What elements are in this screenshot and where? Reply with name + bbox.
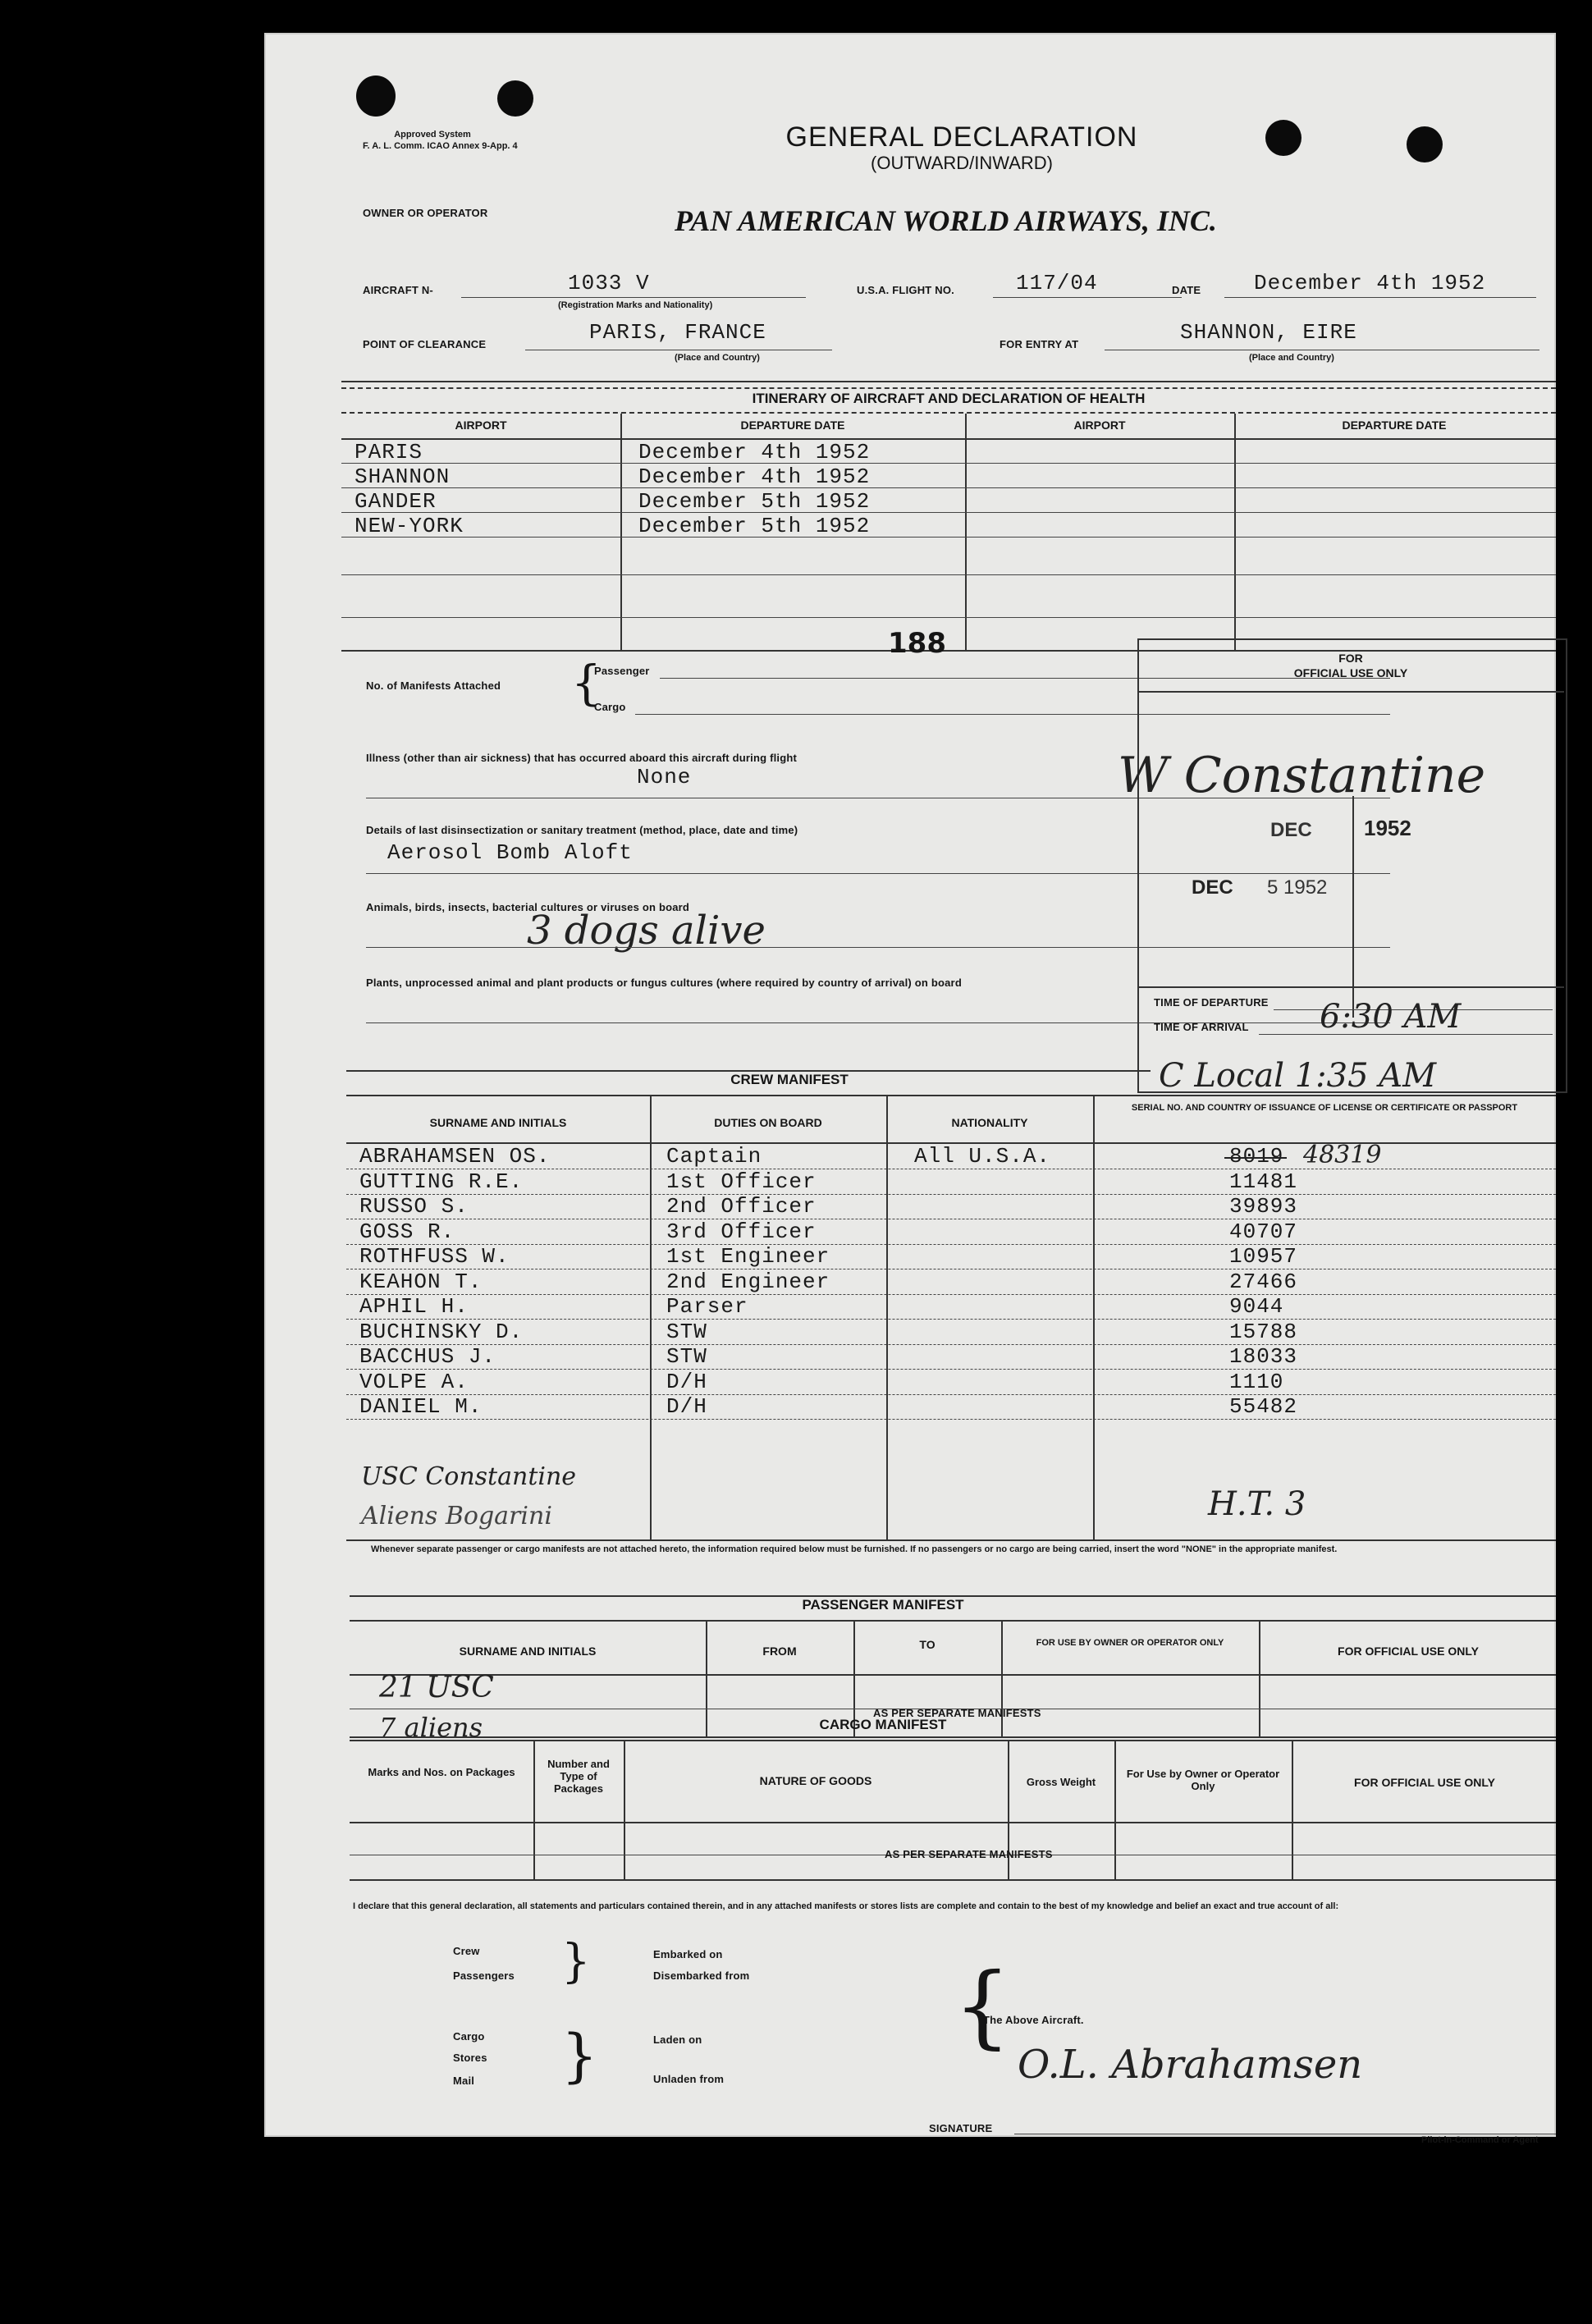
decl-crew: Crew — [453, 1945, 480, 1957]
entry-caption: (Place and Country) — [1249, 353, 1334, 363]
notice-text: Whenever separate passenger or cargo manifests are not attached hereto, the information required below must be furnished. If no passengers or no cargo are being carried, insert the word "NONE" in the appropriate manifest. — [371, 1544, 1338, 1554]
date-label: DATE — [1172, 284, 1201, 296]
disinsect-value: Aerosol Bomb Aloft — [387, 840, 633, 865]
cargo-header-marks: Marks and Nos. on Packages — [368, 1766, 515, 1778]
decl-passengers: Passengers — [453, 1969, 515, 1982]
crew-name: APHIL H. — [359, 1294, 469, 1319]
decl-signature: O.L. Abrahamsen — [1018, 2042, 1363, 2088]
crew-serial: 10957 — [1229, 1244, 1298, 1269]
brace: { — [571, 655, 602, 711]
crew-duty: 2nd Officer — [666, 1194, 817, 1219]
disinsect-label: Details of last disinsectization or sanitary treatment (method, place, date and time) — [366, 824, 798, 836]
itinerary-airport-2: SHANNON — [355, 464, 451, 489]
entry-label: FOR ENTRY AT — [1000, 338, 1079, 350]
crew-serial: 1110 — [1229, 1369, 1284, 1394]
itinerary-date-1: December 4th 1952 — [638, 440, 871, 464]
crew-duty: STW — [666, 1344, 707, 1369]
stamp-month: DEC — [1270, 819, 1312, 841]
punch-hole — [497, 80, 533, 117]
page-title: GENERAL DECLARATION — [785, 121, 1138, 153]
crew-hand-note-3: H.T. 3 — [1208, 1485, 1306, 1523]
itinerary-header-date: DEPARTURE DATE — [740, 419, 845, 432]
arrival-label: TIME OF ARRIVAL — [1154, 1021, 1249, 1033]
passenger-hand-1: 21 USC — [379, 1671, 494, 1704]
manifests-label: No. of Manifests Attached — [366, 679, 501, 692]
passenger-per-separate: AS PER SEPARATE MANIFESTS — [873, 1707, 1041, 1719]
crew-nationality: All U.S.A. — [914, 1144, 1051, 1169]
animals-label: Animals, birds, insects, bacterial cultures or viruses on board — [366, 901, 690, 913]
crew-name: GUTTING R.E. — [359, 1169, 524, 1194]
clearance-value: PARIS, FRANCE — [589, 320, 766, 345]
clearance-label: POINT OF CLEARANCE — [363, 338, 487, 350]
arrival-value: 6:30 AM — [1320, 998, 1462, 1036]
itinerary-airport-1: PARIS — [355, 440, 423, 464]
departure-label: TIME OF DEPARTURE — [1154, 996, 1269, 1009]
decl-mail: Mail — [453, 2075, 475, 2087]
stamp2-month: DEC — [1192, 876, 1233, 899]
itinerary-airport-4: NEW-YORK — [355, 514, 464, 538]
crew-hand-note-2: Aliens Bogarini — [361, 1502, 552, 1530]
plants-label: Plants, unprocessed animal and plant products or fungus cultures (where required by country of arrival) on board — [366, 977, 962, 989]
itinerary-airport-3: GANDER — [355, 489, 437, 514]
page-subtitle: (OUTWARD/INWARD) — [871, 153, 1053, 173]
crew-duty: Captain — [666, 1144, 762, 1169]
crew-name: GOSS R. — [359, 1219, 455, 1244]
crew-header-name: SURNAME AND INITIALS — [429, 1116, 567, 1129]
decl-unladen: Unladen from — [653, 2073, 725, 2085]
crew-name: ABRAHAMSEN OS. — [359, 1144, 551, 1169]
passenger-header-official: FOR OFFICIAL USE ONLY — [1338, 1645, 1479, 1658]
aircraft-value: 1033 V — [568, 271, 650, 295]
cargo-header-nature: NATURE OF GOODS — [759, 1774, 872, 1787]
itinerary-header-date-2: DEPARTURE DATE — [1342, 419, 1447, 432]
crew-duty: 2nd Engineer — [666, 1269, 830, 1294]
stamp2-date: 5 1952 — [1267, 876, 1328, 899]
decl-cargo: Cargo — [453, 2030, 485, 2043]
cargo-per-separate: AS PER SEPARATE MANIFESTS — [885, 1848, 1053, 1860]
decl-laden: Laden on — [653, 2034, 702, 2046]
punch-hole — [1407, 126, 1443, 162]
official-signature: W Constantine — [1118, 747, 1486, 804]
owner-label: OWNER OR OPERATOR — [363, 207, 488, 219]
official-title-2: OFFICIAL USE ONLY — [1293, 666, 1408, 679]
manifest-count: 188 — [888, 627, 946, 660]
crew-name: VOLPE A. — [359, 1369, 469, 1394]
crew-name: KEAHON T. — [359, 1269, 483, 1294]
decl-above-aircraft: The Above Aircraft. — [983, 2014, 1084, 2026]
crew-name: ROTHFUSS W. — [359, 1244, 510, 1269]
cargo-header-weight: Gross Weight — [1026, 1776, 1096, 1788]
crew-serial: 11481 — [1229, 1169, 1298, 1194]
crew-serial: 40707 — [1229, 1219, 1298, 1244]
passenger-label: Passenger — [594, 665, 650, 677]
registration-caption: (Registration Marks and Nationality) — [558, 300, 713, 310]
decl-embarked: Embarked on — [653, 1948, 723, 1960]
animals-value: 3 dogs alive — [527, 908, 766, 954]
crew-header-nationality: NATIONALITY — [951, 1116, 1028, 1129]
crew-name: RUSSO S. — [359, 1194, 469, 1219]
decl-brace-2: } — [561, 2022, 598, 2089]
place-caption: (Place and Country) — [675, 353, 760, 363]
crew-hand-note: C Local 1:35 AM — [1159, 1057, 1437, 1095]
declaration-text: I declare that this general declaration, all statements and particulars contained therein, and in any attached manifests or stores lists are complete and contain to the best of my knowledge and belief an exact and true account of all: — [353, 1901, 1339, 1911]
crew-header-duty: DUTIES ON BOARD — [714, 1116, 822, 1129]
crew-serial: 39893 — [1229, 1194, 1298, 1219]
cargo-title: CARGO MANIFEST — [819, 1717, 947, 1732]
aircraft-label: AIRCRAFT N- — [363, 284, 433, 296]
official-title-1: FOR — [1338, 652, 1363, 665]
itinerary-header-airport-2: AIRPORT — [1073, 419, 1126, 432]
signature-label: SIGNATURE — [929, 2122, 993, 2134]
passenger-header-to: TO — [919, 1638, 936, 1651]
fal-comm-label: F. A. L. Comm. ICAO Annex 9-App. 4 — [363, 141, 518, 151]
flight-label: U.S.A. FLIGHT NO. — [857, 284, 954, 296]
crew-name: BACCHUS J. — [359, 1344, 496, 1369]
crew-serial: 55482 — [1229, 1394, 1298, 1419]
crew-serial: 27466 — [1229, 1269, 1298, 1294]
itinerary-title: ITINERARY OF AIRCRAFT AND DECLARATION OF HEALTH — [752, 391, 1146, 406]
itinerary-header-airport: AIRPORT — [455, 419, 507, 432]
operator-name: PAN AMERICAN WORLD AIRWAYS, INC. — [675, 204, 1217, 237]
crew-duty: 3rd Officer — [666, 1219, 817, 1244]
passenger-title: PASSENGER MANIFEST — [802, 1597, 964, 1613]
passenger-header-from: FROM — [762, 1645, 797, 1658]
crew-duty: STW — [666, 1319, 707, 1344]
approved-system-label: Approved System — [394, 130, 471, 140]
decl-brace-1: } — [561, 1935, 591, 1988]
crew-duty: D/H — [666, 1394, 707, 1419]
cargo-header-official: FOR OFFICIAL USE ONLY — [1354, 1776, 1495, 1789]
flight-value: 117/04 — [1016, 271, 1098, 295]
crew-name: BUCHINSKY D. — [359, 1319, 524, 1344]
entry-value: SHANNON, EIRE — [1180, 320, 1357, 345]
crew-name: DANIEL M. — [359, 1394, 483, 1419]
punch-hole — [1265, 120, 1302, 156]
passenger-hand-2: 7 aliens — [379, 1712, 483, 1743]
decl-disembarked: Disembarked from — [653, 1969, 750, 1982]
crew-duty: D/H — [666, 1369, 707, 1394]
crew-serial: 9044 — [1229, 1294, 1284, 1319]
document-page — [264, 33, 1556, 2145]
stamp-year: 1952 — [1364, 816, 1411, 840]
crew-duty: Parser — [666, 1294, 748, 1319]
captain-serial-correction: 48319 — [1303, 1141, 1382, 1169]
decl-stores: Stores — [453, 2052, 487, 2064]
itinerary-date-4: December 5th 1952 — [638, 514, 871, 538]
crew-serial: 15788 — [1229, 1319, 1298, 1344]
illness-value: None — [637, 765, 692, 789]
cargo-label: Cargo — [594, 701, 626, 713]
crew-title: CREW MANIFEST — [730, 1072, 849, 1087]
cargo-header-number: Number and Type of Packages — [547, 1758, 610, 1795]
crew-hand-note-1: USC Constantine — [361, 1462, 577, 1491]
illness-label: Illness (other than air sickness) that has occurred aboard this aircraft during flight — [366, 752, 798, 764]
cargo-header-owner: For Use by Owner or Operator Only — [1126, 1768, 1280, 1792]
itinerary-date-3: December 5th 1952 — [638, 489, 871, 514]
decl-brace-3: { — [954, 1953, 1011, 2058]
itinerary-date-2: December 4th 1952 — [638, 464, 871, 489]
crew-header-serial: SERIAL NO. AND COUNTRY OF ISSUANCE OF LICENSE OR CERTIFICATE OR PASSPORT — [1131, 1103, 1518, 1113]
pilot-label: Pilot-in-Command or Agent — [1421, 2135, 1539, 2145]
date-value: December 4th 1952 — [1254, 271, 1486, 295]
crew-duty: 1st Officer — [666, 1169, 817, 1194]
passenger-header-name: SURNAME AND INITIALS — [459, 1645, 597, 1658]
crew-serial: 18033 — [1229, 1344, 1298, 1369]
crew-duty: 1st Engineer — [666, 1244, 830, 1269]
punch-hole — [356, 75, 396, 117]
crew-serial: 8019 — [1229, 1144, 1284, 1169]
passenger-header-owner: FOR USE BY OWNER OR OPERATOR ONLY — [1036, 1638, 1224, 1648]
